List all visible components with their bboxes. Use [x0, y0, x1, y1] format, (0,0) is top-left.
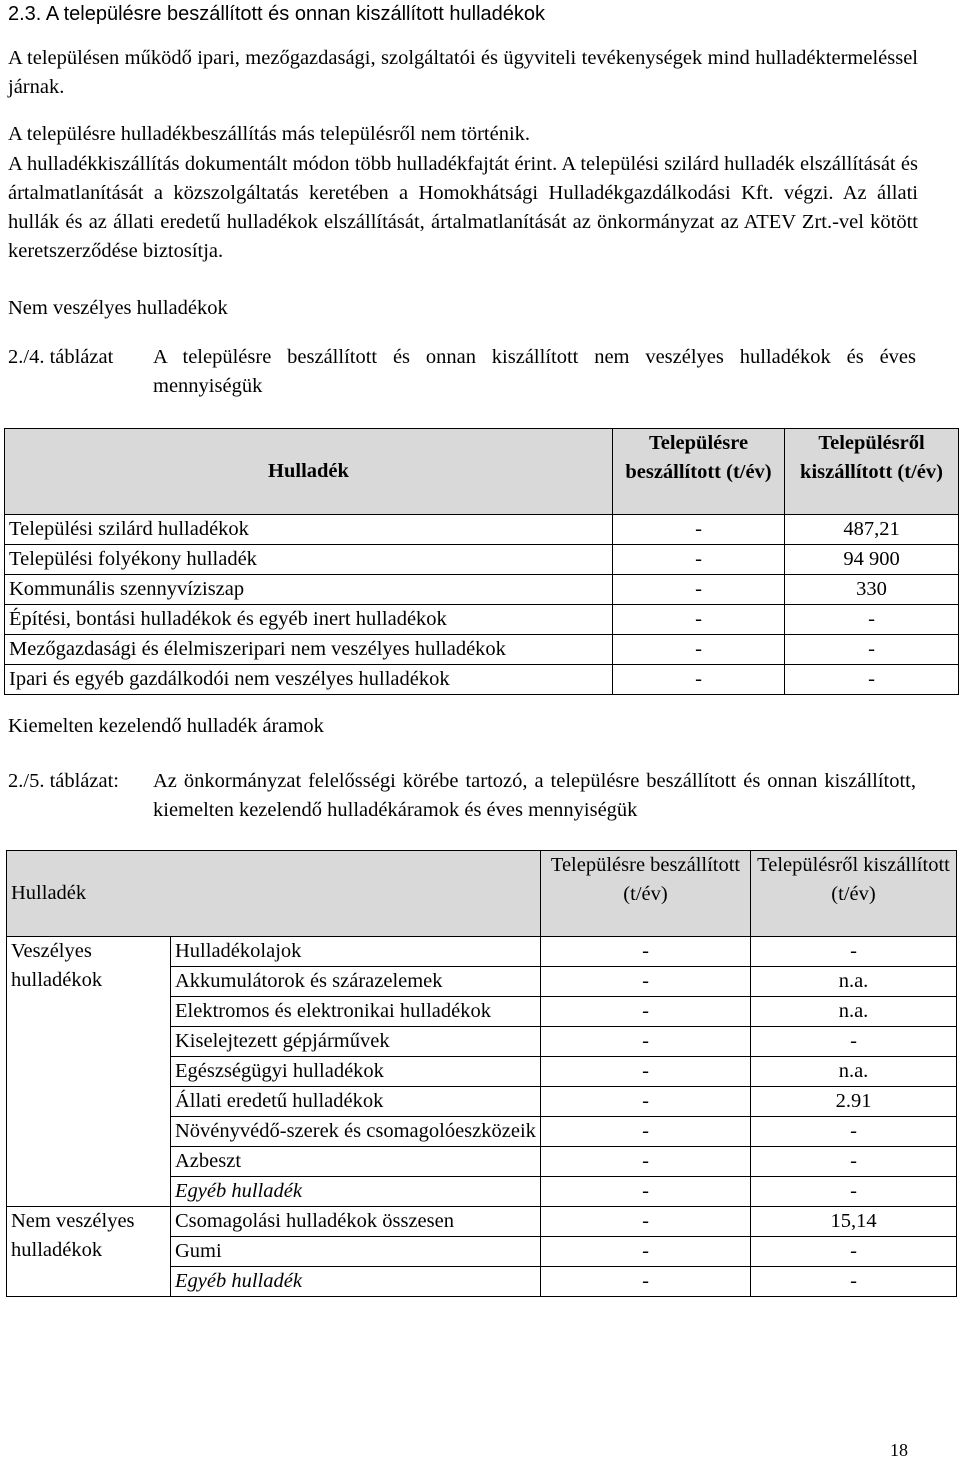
export-value-cell: -: [785, 635, 959, 665]
export-value-cell: -: [751, 1117, 957, 1147]
table5-header-waste: Hulladék: [7, 851, 541, 937]
table4-header-waste: Hulladék: [5, 429, 613, 515]
table5-header-out: Településről kiszállított (t/év): [751, 851, 957, 937]
export-value-cell: -: [751, 937, 957, 967]
export-value-cell: 15,14: [751, 1207, 957, 1237]
import-value-cell: -: [613, 545, 785, 575]
table5-caption-text: Az önkormányzat felelősségi körébe tartozó, a településre beszállított és onnan kiszállított, kiemelten kezelendő hulladékáramok és éves mennyiségük: [153, 770, 916, 821]
group-name-cell: Nem veszélyes hulladékok: [7, 1207, 171, 1297]
import-value-cell: -: [541, 1147, 751, 1177]
export-value-cell: -: [785, 665, 959, 695]
waste-name-cell: Növényvédő-szerek és csomagolóeszközeik: [171, 1117, 541, 1147]
import-value-cell: -: [541, 1267, 751, 1297]
waste-name-cell: Építési, bontási hulladékok és egyéb inert hulladékok: [5, 605, 613, 635]
page-number: 18: [890, 1440, 908, 1460]
import-value-cell: -: [541, 997, 751, 1027]
export-value-cell: 487,21: [785, 515, 959, 545]
export-value-cell: -: [751, 1027, 957, 1057]
table-row: [5, 575, 959, 605]
import-value-cell: -: [613, 605, 785, 635]
import-value-cell: -: [613, 515, 785, 545]
import-value-cell: -: [541, 937, 751, 967]
import-value-cell: -: [541, 1237, 751, 1267]
table4-caption-label: 2./4. táblázat: [8, 346, 114, 368]
table-row: [7, 937, 957, 967]
waste-name-cell: Akkumulátorok és szárazelemek: [171, 967, 541, 997]
subheading-non-hazardous: Nem veszélyes hulladékok: [8, 297, 228, 319]
table4: [4, 428, 959, 695]
export-value-cell: 2.91: [751, 1087, 957, 1117]
table4-header-out: Településről kiszállított (t/év): [785, 429, 959, 515]
group-name-cell: Veszélyes hulladékok: [7, 937, 171, 1207]
export-value-cell: n.a.: [751, 967, 957, 997]
table-row: [5, 605, 959, 635]
table4-caption: [8, 343, 916, 401]
waste-name-cell: Települési folyékony hulladék: [5, 545, 613, 575]
waste-name-cell: Egyéb hulladék: [171, 1267, 541, 1297]
table5-header-row: [7, 851, 957, 937]
waste-name-cell: Egyéb hulladék: [171, 1177, 541, 1207]
subheading-priority-streams: Kiemelten kezelendő hulladék áramok: [8, 715, 324, 737]
waste-name-cell: Mezőgazdasági és élelmiszeripari nem veszélyes hulladékok: [5, 635, 613, 665]
waste-name-cell: Kiselejtezett gépjárművek: [171, 1027, 541, 1057]
import-value-cell: -: [541, 967, 751, 997]
export-value-cell: -: [751, 1267, 957, 1297]
export-value-cell: -: [751, 1177, 957, 1207]
import-value-cell: -: [541, 1027, 751, 1057]
table-row: [5, 515, 959, 545]
table5-body: [7, 937, 957, 1297]
import-value-cell: -: [541, 1117, 751, 1147]
import-value-cell: -: [613, 635, 785, 665]
waste-name-cell: Kommunális szennyvíziszap: [5, 575, 613, 605]
table5-caption-label: 2./5. táblázat:: [8, 770, 119, 792]
table4-header-row: [5, 429, 959, 515]
import-value-cell: -: [613, 665, 785, 695]
paragraph-import: A településre hulladékbeszállítás más településről nem történik.: [8, 123, 531, 145]
section-heading: 2.3. A településre beszállított és onnan kiszállított hulladékok: [8, 3, 546, 25]
waste-name-cell: Gumi: [171, 1237, 541, 1267]
table5: [6, 850, 957, 1297]
import-value-cell: -: [541, 1177, 751, 1207]
waste-name-cell: Csomagolási hulladékok összesen: [171, 1207, 541, 1237]
waste-name-cell: Egészségügyi hulladékok: [171, 1057, 541, 1087]
table5-header-in: Településre beszállított (t/év): [541, 851, 751, 937]
export-value-cell: n.a.: [751, 1057, 957, 1087]
export-value-cell: 94 900: [785, 545, 959, 575]
waste-name-cell: Hulladékolajok: [171, 937, 541, 967]
waste-name-cell: Települési szilárd hulladékok: [5, 515, 613, 545]
export-value-cell: -: [751, 1237, 957, 1267]
export-value-cell: 330: [785, 575, 959, 605]
table-row: [5, 635, 959, 665]
import-value-cell: -: [541, 1057, 751, 1087]
waste-name-cell: Elektromos és elektronikai hulladékok: [171, 997, 541, 1027]
paragraph-export: A hulladékkiszállítás dokumentált módon több hulladékfajtát érint. A települési szilárd hulladék elszállítását és ártalmatlanítását a közszolgáltatás keretében a Homokhátsági Hulladékgazdálkodási Kft. végzi. Az állati hullák és az állati eredetű hulladékok elszállítását, ártalmatlanítását az önkormányzat az ATEV Zrt.-vel kötött keretszerződése biztosítja.: [8, 153, 918, 262]
import-value-cell: -: [541, 1207, 751, 1237]
table5-caption: [8, 767, 916, 825]
table4-caption-text: A településre beszállított és onnan kiszállított nem veszélyes hulladékok és éves mennyiségük: [153, 346, 916, 397]
paragraph-activities: A településen működő ipari, mezőgazdasági, szolgáltatói és ügyviteli tevékenységek mind hulladéktermeléssel járnak.: [8, 47, 918, 98]
table-row: [5, 665, 959, 695]
import-value-cell: -: [613, 575, 785, 605]
waste-name-cell: Azbeszt: [171, 1147, 541, 1177]
table4-header-in: Településre beszállított (t/év): [613, 429, 785, 515]
export-value-cell: -: [785, 605, 959, 635]
import-value-cell: -: [541, 1087, 751, 1117]
table-row: [7, 1207, 957, 1237]
table4-body: [5, 515, 959, 695]
export-value-cell: n.a.: [751, 997, 957, 1027]
waste-name-cell: Állati eredetű hulladékok: [171, 1087, 541, 1117]
table-row: [5, 545, 959, 575]
export-value-cell: -: [751, 1147, 957, 1177]
waste-name-cell: Ipari és egyéb gazdálkodói nem veszélyes hulladékok: [5, 665, 613, 695]
